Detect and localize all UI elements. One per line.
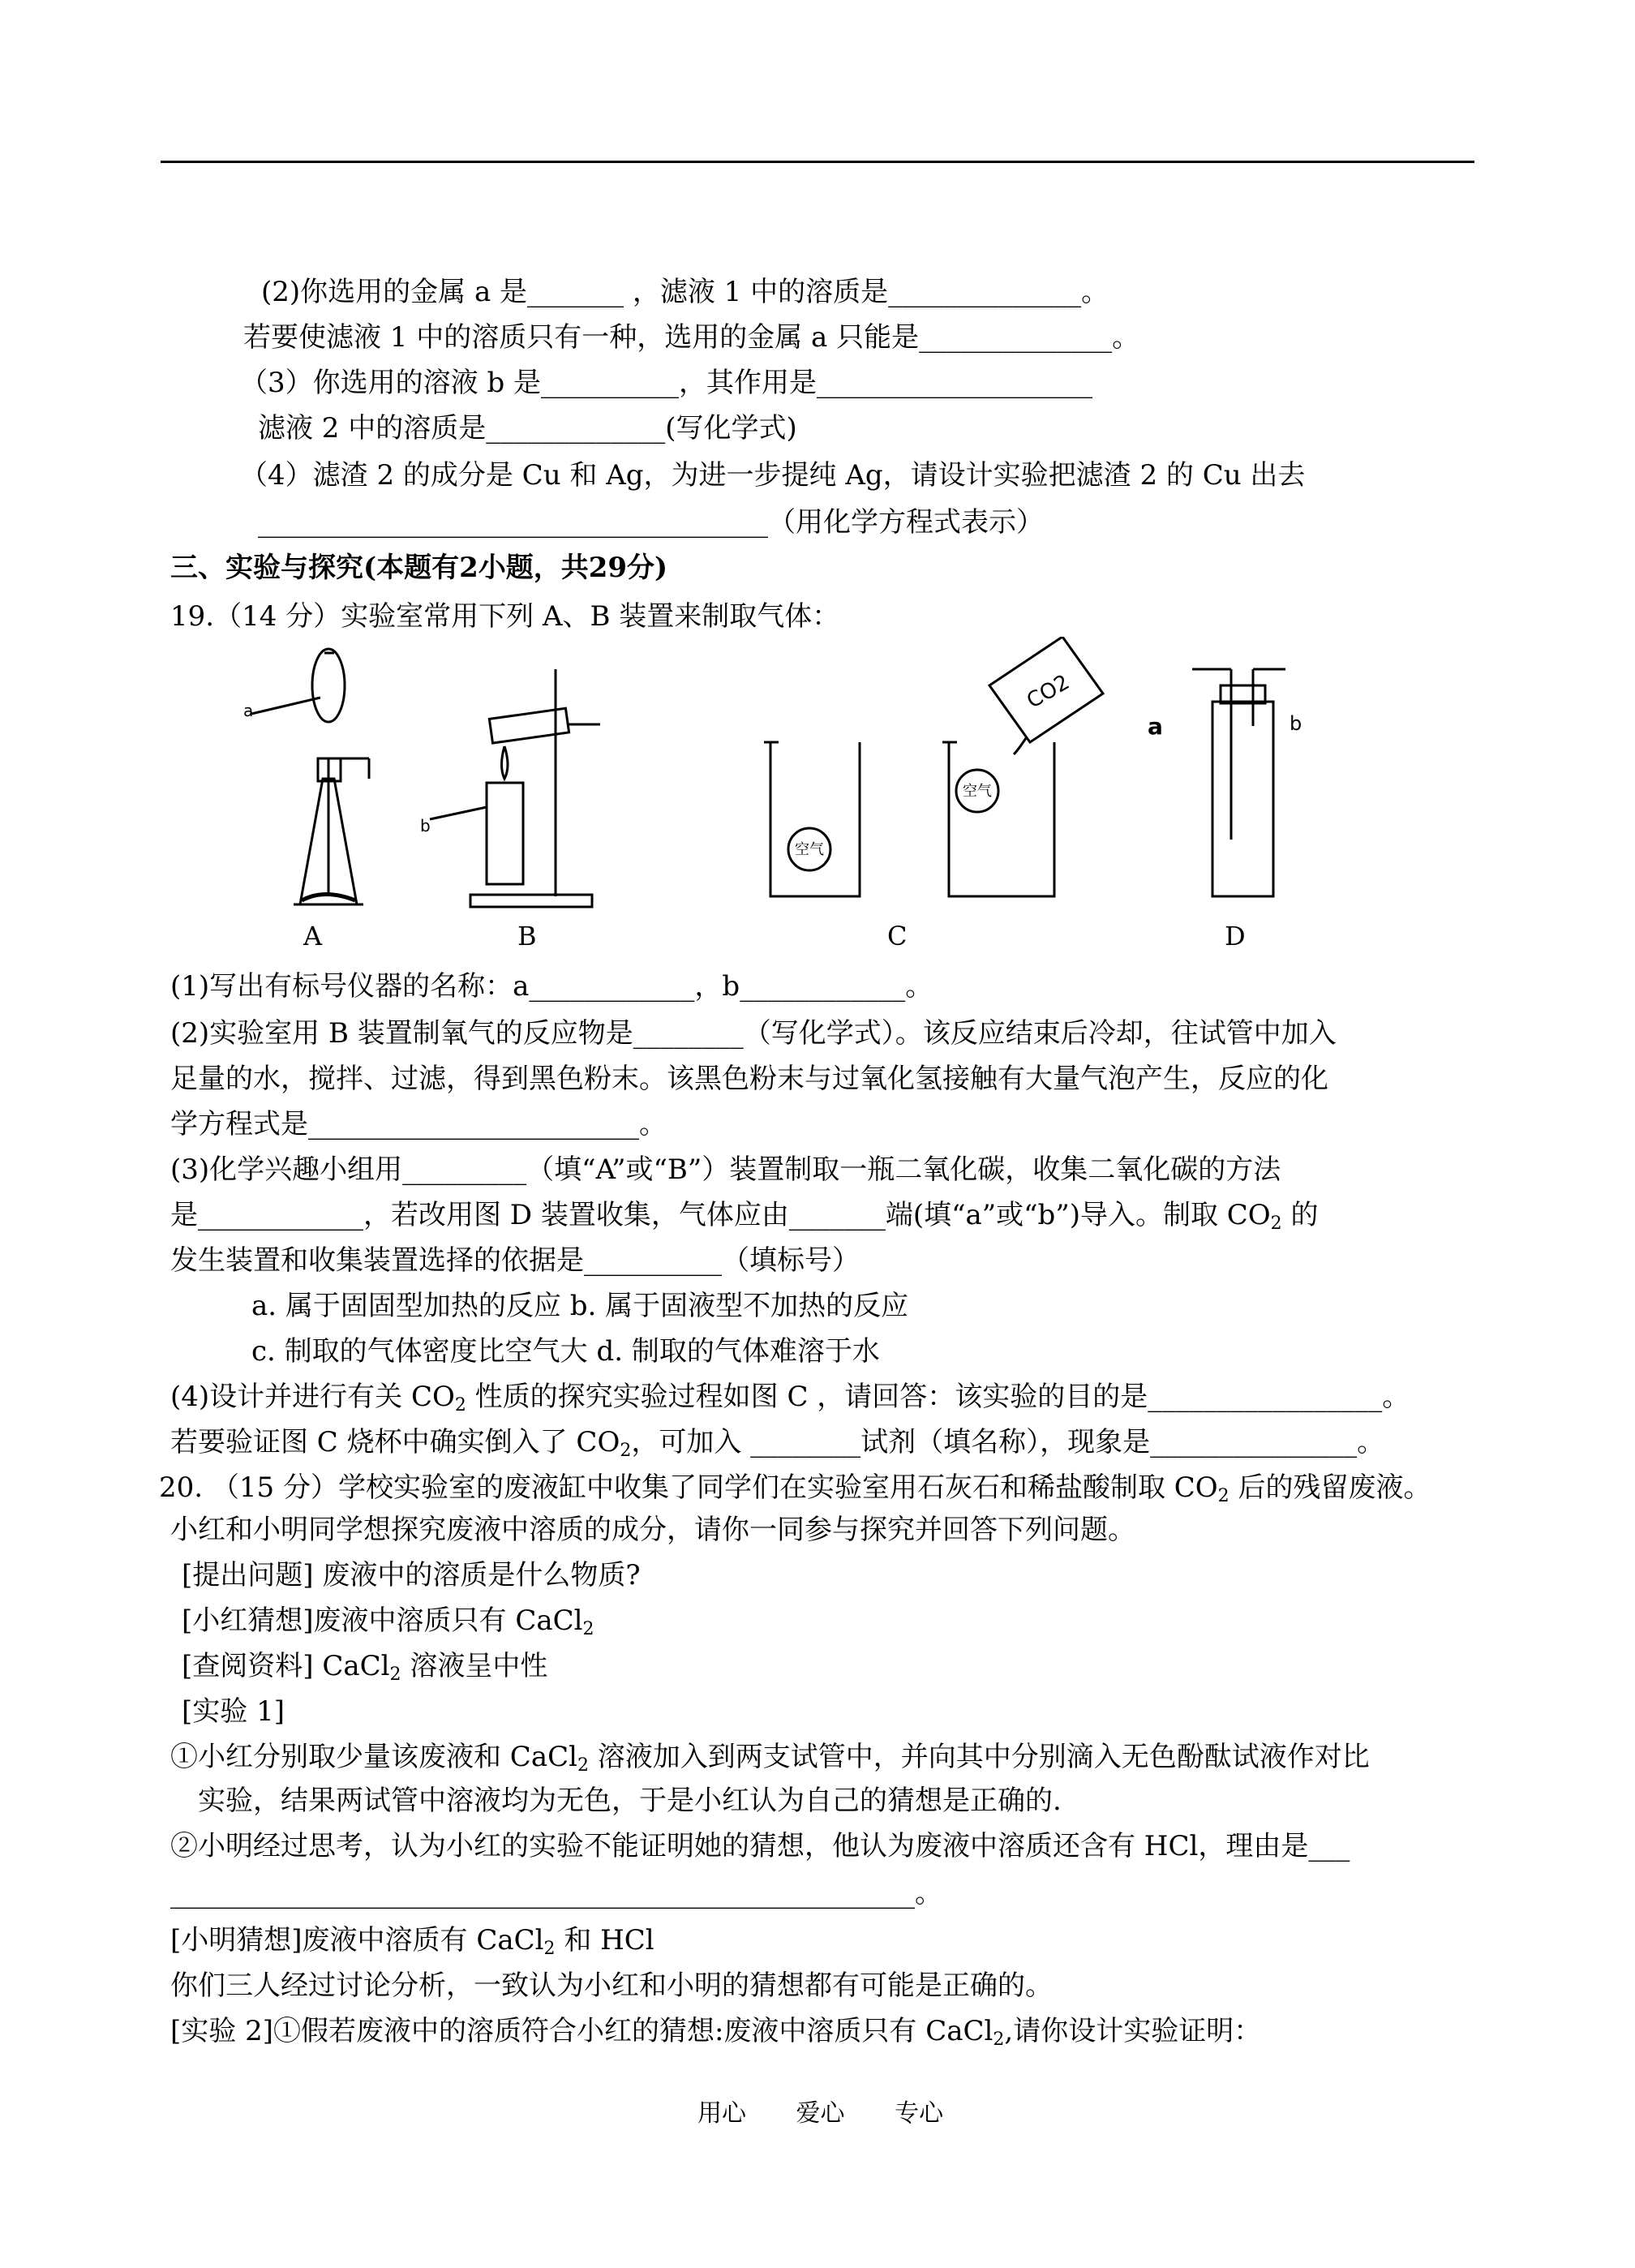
footer-item: 爱心 [796, 2099, 845, 2128]
text-line: ②小明经过思考，认为小红的实验不能证明她的猜想，他认为废液中溶质还含有 HCl，理由是___ [170, 1830, 1350, 1862]
text-line: (1)写出有标号仪器的名称：a____________，b____________。 [170, 970, 933, 1003]
text-line: (4)设计并进行有关 $CO_2$ 性质的探究实验过程如图 C ，请回答：该实验的目的是_________________。 [170, 1381, 1410, 1415]
label-b-right: b [1290, 712, 1302, 735]
text-line: ①小红分别取少量该废液和 CaCl$_2$ 溶液加入到两支试管中，并向其中分别滴入无色酚酞试液作对比 [170, 1741, 1370, 1776]
text-line: (2)实验室用 B 装置制氧气的反应物是________（写化学式）。该反应结束后冷却，往试管中加入 [170, 1017, 1337, 1050]
text-line: 实验，结果两试管中溶液均为无色，于是小红认为自己的猜想是正确的. [198, 1785, 1062, 1817]
text-line: [实验 2]①假若废液中的溶质符合小红的猜想:废液中溶质只有 CaCl$_2$,请你设计实验证明： [170, 2015, 1262, 2050]
text-line: ______________________________________________________。 [170, 1877, 942, 1909]
text-line: 发生装置和收集装置选择的依据是__________（填标号） [170, 1244, 860, 1277]
text-line: 若要验证图 C 烧杯中确实倒入了 $CO_2$，可加入 ________试剂（填名称），现象是_______________。 [170, 1426, 1385, 1461]
section-heading: 三、实验与探究(本题有2小题，共29分) [170, 552, 668, 584]
apparatus-figure [243, 637, 1362, 913]
header-rule [161, 161, 1474, 163]
text-line: [小红猜想]废液中溶质只有 CaCl$_2$ [182, 1604, 594, 1639]
text-line: [小明猜想]废液中溶质有 CaCl$_2$ 和 HCl [170, 1924, 654, 1959]
page-footer [697, 2093, 985, 2128]
label-air-1: 空气 [795, 841, 824, 858]
text-line: 是____________，若改用图 D 装置收集，气体应由_______端(填“a”或“b”)导入。制取 $CO_2$ 的 [170, 1199, 1319, 1234]
option-line: a. 属于固固型加热的反应 b. 属于固液型不加热的反应 [251, 1290, 909, 1322]
figure-caption-a: A [303, 921, 323, 951]
text-line: 学方程式是________________________。 [170, 1108, 667, 1140]
figure-caption-b: B [517, 921, 537, 951]
label-a-left: a [243, 701, 254, 720]
footer-item: 专心 [895, 2099, 944, 2128]
label-air-2: 空气 [963, 783, 992, 800]
text-line: 小红和小明同学想探究废液中溶质的成分，请你一同参与探究并回答下列问题。 [170, 1514, 1135, 1546]
text-line: [实验 1] [182, 1695, 285, 1728]
question-20-heading: 20. （15 分）学校实验室的废液缸中收集了同学们在实验室用石灰石和稀盐酸制取 $CO_2$ 后的残留废液。 [159, 1471, 1431, 1506]
text-line: 若要使滤液 1 中的溶质只有一种，选用的金属 a 只能是______________。 [243, 321, 1140, 354]
footer-item: 用心 [697, 2099, 746, 2128]
label-a-right: a [1148, 713, 1163, 740]
text-line: （4）滤渣 2 的成分是 Cu 和 Ag，为进一步提纯 Ag，请设计实验把滤渣 2 的 Cu 出去 [240, 459, 1306, 492]
text-line: 你们三人经过讨论分析，一致认为小红和小明的猜想都有可能是正确的。 [170, 1969, 1053, 2002]
text-line: 滤液 2 中的溶质是_____________(写化学式) [258, 412, 797, 445]
text-line: [查阅资料] CaCl$_2$ 溶液呈中性 [182, 1650, 548, 1685]
question-19-heading: 19.（14 分）实验室常用下列 A、B 装置来制取气体： [170, 600, 840, 633]
text-line: (3)化学兴趣小组用_________（填“A”或“B”）装置制取一瓶二氧化碳，收集二氧化碳的方法 [170, 1153, 1281, 1186]
text-line: （3）你选用的溶液 b 是__________，其作用是____________________ [240, 367, 1093, 399]
figure-caption-d: D [1225, 921, 1246, 951]
option-line: c. 制取的气体密度比空气大 d. 制取的气体难溶于水 [251, 1335, 880, 1368]
text-line: [提出问题] 废液中的溶质是什么物质? [182, 1559, 641, 1591]
label-co2: CO2 [1023, 670, 1074, 714]
figure-caption-c: C [887, 921, 908, 951]
text-line: (2)你选用的金属 a 是_______ ，滤液 1 中的溶质是______________。 [261, 276, 1109, 308]
text-line: _____________________________________（用化学方程式表示） [258, 506, 1044, 539]
label-b-left: b [420, 816, 431, 835]
text-line: 足量的水，搅拌、过滤，得到黑色粉末。该黑色粉末与过氧化氢接触有大量气泡产生，反应的化 [170, 1063, 1328, 1095]
